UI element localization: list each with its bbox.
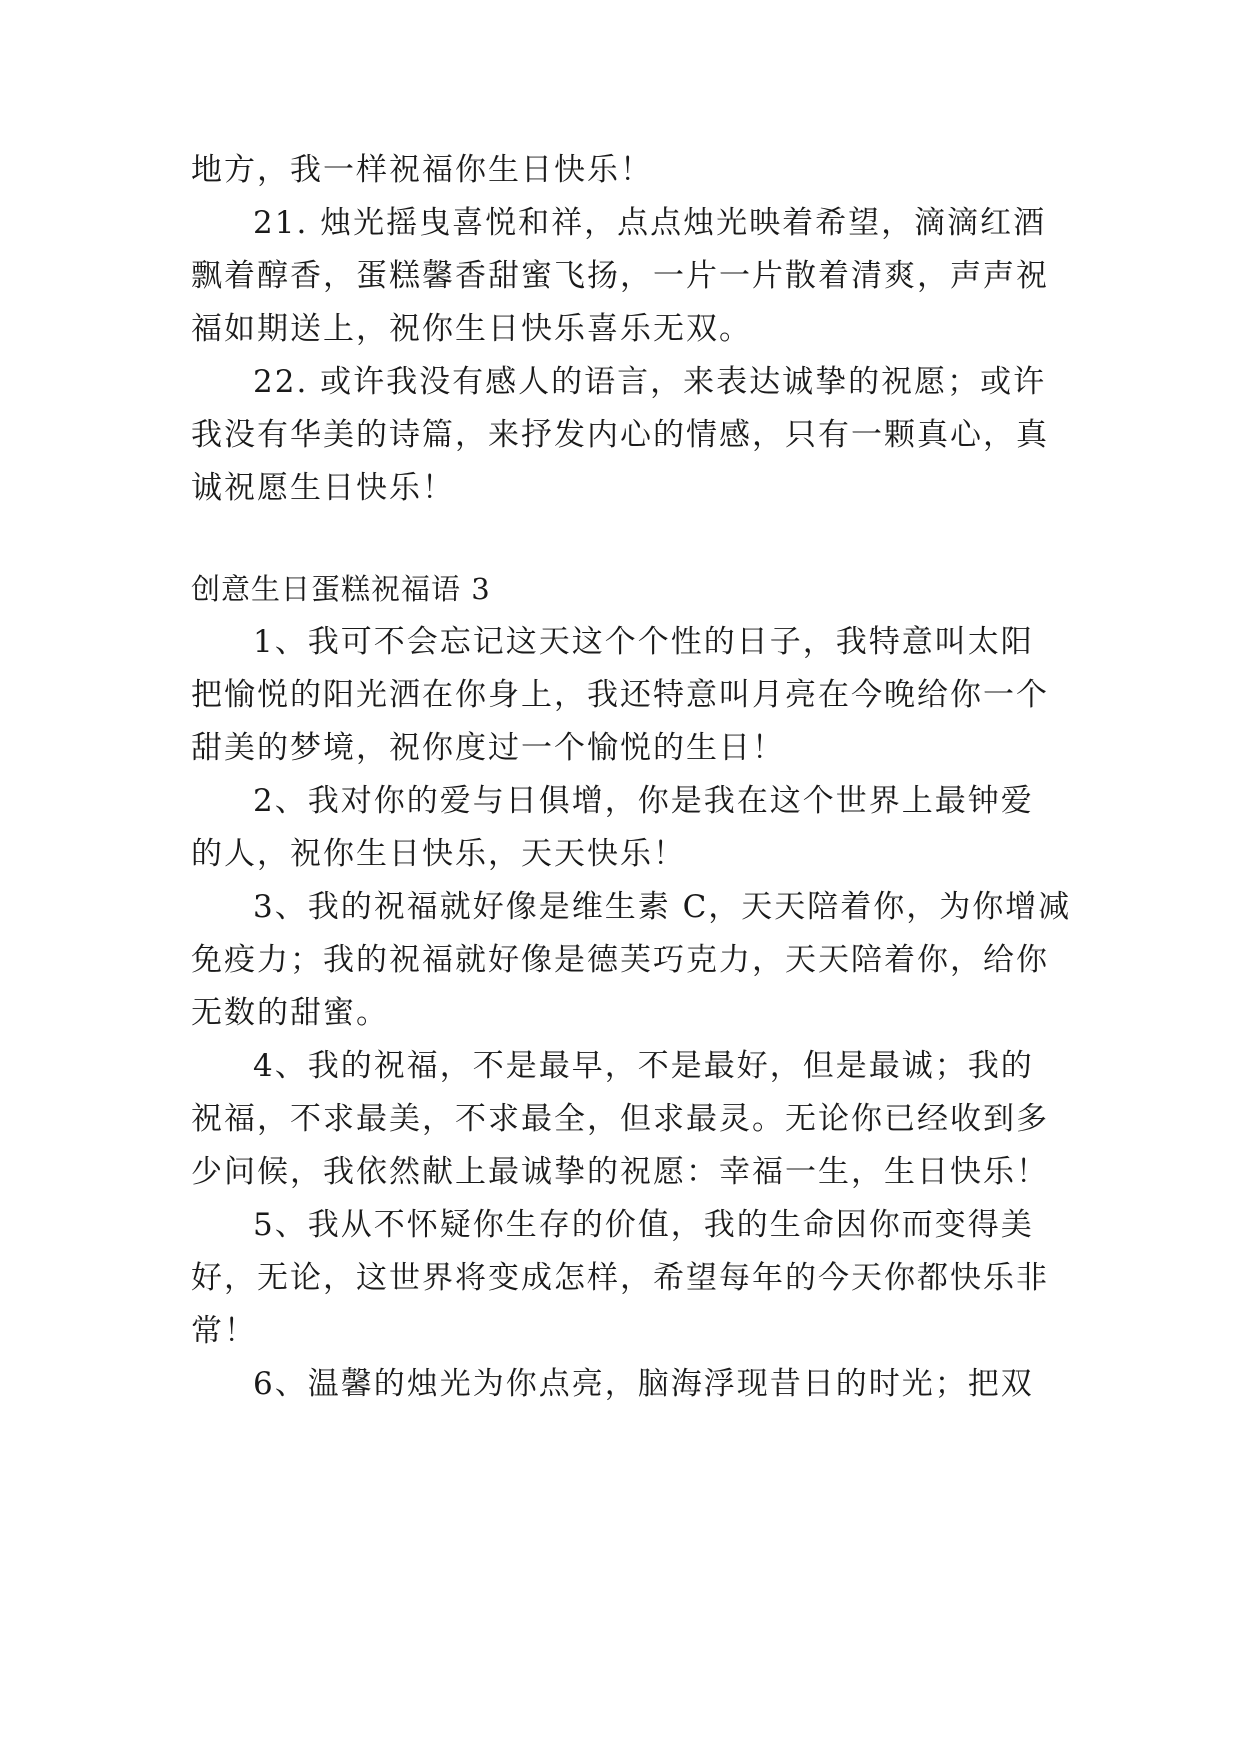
paragraph-line: 的人，祝你生日快乐，天天快乐！ [191,836,686,872]
paragraph-line: 常！ [191,1313,257,1349]
paragraph-line: 福如期送上，祝你生日快乐喜乐无双。 [191,311,752,347]
paragraph-line: 21. 烛光摇曳喜悦和祥，点点烛光映着希望，滴滴红酒 [253,205,1047,241]
paragraph-line: 祝福，不求最美，不求最全，但求最灵。无论你已经收到多 [191,1101,1049,1137]
paragraph-line: 少问候，我依然献上最诚挚的祝愿：幸福一生，生日快乐！ [191,1154,1049,1190]
paragraph-line: 2、我对你的爱与日俱增，你是我在这个世界上最钟爱 [253,783,1034,819]
paragraph-line: 无数的甜蜜。 [191,995,389,1031]
paragraph-line: 诚祝愿生日快乐！ [191,470,455,506]
paragraph-line: 5、我从不怀疑你生存的价值，我的生命因你而变得美 [253,1207,1034,1243]
paragraph-line: 甜美的梦境，祝你度过一个愉悦的生日！ [191,730,785,766]
paragraph-line: 6、温馨的烛光为你点亮，脑海浮现昔日的时光；把双 [253,1366,1034,1402]
paragraph-line: 好，无论，这世界将变成怎样，希望每年的今天你都快乐非 [191,1260,1049,1296]
paragraph-line: 飘着醇香，蛋糕馨香甜蜜飞扬，一片一片散着清爽，声声祝 [191,258,1049,294]
paragraph-line: 4、我的祝福，不是最早，不是最好，但是最诚；我的 [253,1048,1034,1084]
paragraph-line: 我没有华美的诗篇，来抒发内心的情感，只有一颗真心，真 [191,417,1049,453]
paragraph-line: 地方，我一样祝福你生日快乐！ [191,152,653,188]
paragraph-line: 1、我可不会忘记这天这个个性的日子，我特意叫太阳 [253,624,1034,660]
paragraph-line: 22. 或许我没有感人的语言，来表达诚挚的祝愿；或许 [253,364,1047,400]
paragraph-line: 3、我的祝福就好像是维生素 C，天天陪着你，为你增减 [253,889,1072,925]
section-heading: 创意生日蛋糕祝福语 3 [191,572,491,606]
paragraph-line: 把愉悦的阳光洒在你身上，我还特意叫月亮在今晚给你一个 [191,677,1049,713]
paragraph-line: 免疫力；我的祝福就好像是德芙巧克力，天天陪着你，给你 [191,942,1049,978]
